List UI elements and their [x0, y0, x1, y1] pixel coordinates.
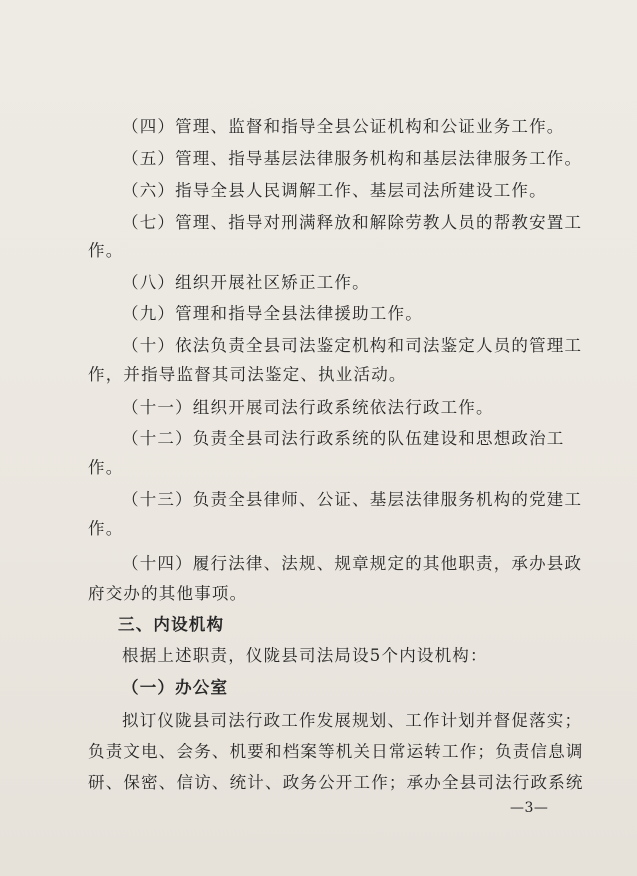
text-line: （十四）履行法律、法规、规章规定的其他职责，承办县政 — [122, 554, 583, 573]
text-line: （五）管理、指导基层法律服务机构和基层法律服务工作。 — [122, 149, 583, 168]
text-line: （四）管理、监督和指导全县公证机构和公证业务工作。 — [122, 117, 565, 136]
text-line: 拟订仪陇县司法行政工作发展规划、工作计划并督促落实； — [122, 711, 583, 730]
text-line: 作。 — [88, 458, 124, 477]
text-line: 府交办的其他事项。 — [88, 584, 248, 603]
text-line: 作。 — [88, 241, 124, 260]
section-heading: 三、内设机构 — [118, 615, 225, 634]
text-line: （十三）负责全县律师、公证、基层法律服务机构的党建工 — [122, 490, 583, 509]
text-line: （十一）组织开展司法行政系统依法行政工作。 — [122, 398, 494, 417]
text-line: （七）管理、指导对刑满释放和解除劳教人员的帮教安置工 — [122, 213, 583, 232]
text-line: 作，并指导监督其司法鉴定、执业活动。 — [88, 365, 407, 384]
text-line: （九）管理和指导全县法律援助工作。 — [122, 304, 423, 323]
text-line: （八）组织开展社区矫正工作。 — [122, 273, 370, 292]
subsection-heading: （一）办公室 — [122, 678, 229, 697]
text-line: 研、保密、信访、统计、政务公开工作；承办全县司法行政系统 — [88, 773, 584, 792]
text-line: （十）依法负责全县司法鉴定机构和司法鉴定人员的管理工 — [122, 336, 583, 355]
text-line: （十二）负责全县司法行政系统的队伍建设和思想政治工 — [122, 429, 565, 448]
page-number: —3— — [510, 800, 549, 816]
text-line: （六）指导全县人民调解工作、基层司法所建设工作。 — [122, 181, 547, 200]
text-line: 作。 — [88, 519, 124, 538]
text-line: 负责文电、会务、机要和档案等机关日常运转工作；负责信息调 — [88, 742, 584, 761]
text-line: 根据上述职责，仪陇县司法局设5个内设机构： — [122, 646, 488, 665]
